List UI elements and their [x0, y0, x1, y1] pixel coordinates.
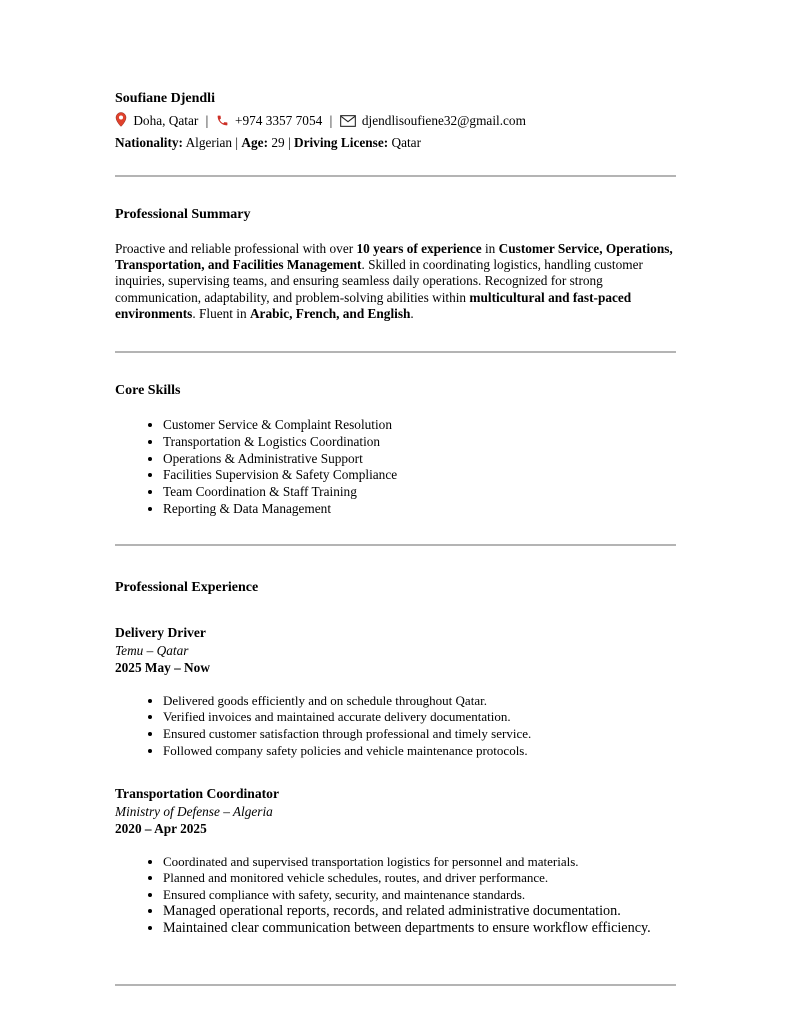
summary-run: . Skilled in coordinating logistics, handling customer inquiries, supervising teams, and ensuring seamless daily operations. Recognized for strong communication, adaptability, and problem-solving abilities within: [115, 257, 643, 305]
summary-run-bold: Customer Service, Operations, Transportation, and Facilities Management: [115, 240, 673, 273]
skill-item: • Reporting & Data Management: [163, 501, 676, 518]
job-entry: [115, 785, 676, 936]
skill-item: • Transportation & Logistics Coordination: [163, 434, 676, 451]
job-company: Ministry of Defense – Algeria: [115, 803, 273, 819]
job-company: Temu – Qatar: [115, 642, 189, 658]
summary-paragraph: [115, 241, 676, 322]
age-value: 29: [271, 134, 285, 150]
section-heading-summary: Professional Summary: [115, 206, 251, 222]
license-value: Qatar: [391, 134, 422, 150]
email-text: djendlisoufiene32@gmail.com: [361, 112, 526, 128]
details-separator: |: [235, 134, 239, 150]
summary-run: Proactive and reliable professional with over: [115, 240, 357, 256]
candidate-name: Soufiane Djendli: [115, 91, 215, 106]
details-line: [115, 134, 676, 151]
job-dates: 2020 – Apr 2025: [115, 820, 207, 836]
job-bullet: • Delivered goods efficiently and on schedule throughout Qatar.: [163, 693, 676, 710]
section-heading-core-skills: Core Skills: [115, 383, 181, 399]
contact-separator: |: [329, 112, 333, 128]
section-divider: [115, 351, 676, 353]
summary-run: . Fluent in: [192, 306, 250, 322]
section-divider: [115, 544, 676, 546]
skill-item: • Facilities Supervision & Safety Compliance: [163, 467, 676, 484]
section-divider: [115, 175, 676, 177]
job-dates: 2025 May – Now: [115, 659, 210, 675]
location-text: Doha, Qatar: [133, 112, 199, 128]
job-title: Transportation Coordinator: [115, 786, 280, 802]
contact-separator: |: [205, 112, 209, 128]
job-bullet-list: [115, 693, 676, 759]
job-bullet: • Coordinated and supervised transportation logistics for personnel and materials.: [163, 854, 676, 871]
phone-icon: [216, 114, 229, 131]
job-bullet: • Planned and monitored vehicle schedules, routes, and driver performance.: [163, 870, 676, 887]
experience-section: [115, 579, 676, 936]
core-skills-list: [115, 417, 676, 517]
summary-run-bold: 10 years of experience: [356, 240, 482, 256]
job-bullet: • Maintained clear communication between departments to ensure workflow efficiency.: [163, 920, 676, 937]
nationality-label: Nationality:: [115, 134, 183, 150]
phone-text: +974 3357 7054: [234, 112, 323, 128]
license-label: Driving License:: [293, 134, 389, 150]
job-bullet: • Ensured customer satisfaction through professional and timely service.: [163, 726, 676, 743]
summary-run: in: [481, 240, 499, 256]
skill-item: • Team Coordination & Staff Training: [163, 484, 676, 501]
section-divider: [115, 984, 676, 986]
section-heading-experience: Professional Experience: [115, 580, 259, 596]
location-pin-icon: [115, 112, 127, 131]
summary-run-bold: Arabic, French, and English: [249, 306, 411, 322]
job-bullet: • Managed operational reports, records, and related administrative documentation.: [163, 903, 676, 920]
summary-section: [115, 206, 676, 322]
job-bullet: • Verified invoices and maintained accurate delivery documentation.: [163, 709, 676, 726]
skill-item: • Customer Service & Complaint Resolution: [163, 417, 676, 434]
summary-run-bold: multicultural and fast-paced environments: [115, 289, 632, 322]
core-skills-section: [115, 382, 676, 517]
job-bullet: • Ensured compliance with safety, security, and maintenance standards.: [163, 887, 676, 904]
job-title: Delivery Driver: [115, 625, 206, 641]
job-entry: [115, 624, 676, 759]
envelope-icon: [340, 114, 356, 131]
resume-header: [115, 90, 676, 151]
details-separator: |: [287, 134, 291, 150]
summary-run: .: [410, 306, 414, 322]
nationality-value: Algerian: [185, 134, 233, 150]
contact-line: [115, 112, 676, 131]
job-bullet: • Followed company safety policies and vehicle maintenance protocols.: [163, 743, 676, 760]
age-label: Age:: [241, 134, 269, 150]
skill-item: • Operations & Administrative Support: [163, 451, 676, 468]
job-bullet-list: [115, 854, 676, 937]
